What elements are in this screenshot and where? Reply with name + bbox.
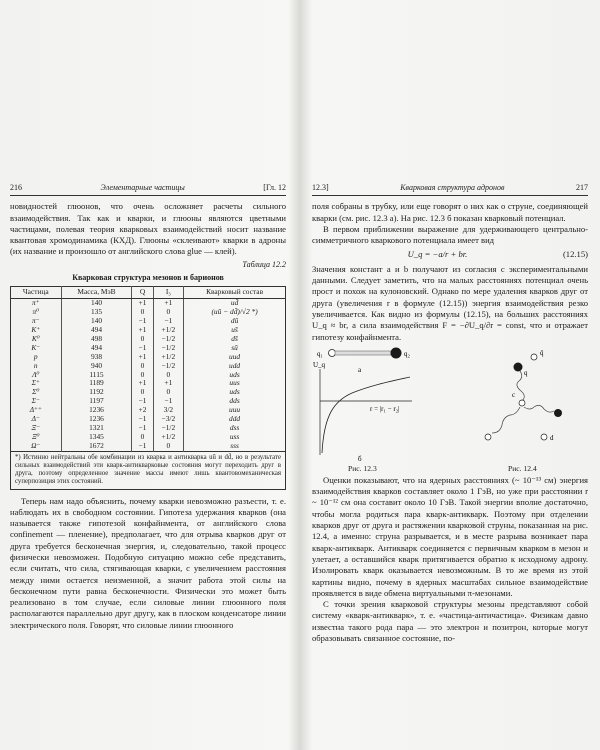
table-cell: 1236 [61,406,132,415]
table-cell: 0 [132,362,153,371]
table-cell: 494 [61,326,132,335]
gluon-string-lower [492,407,520,433]
table-cell: Σ⁻ [31,396,40,406]
table-cell: sss [184,442,286,451]
table-cell: +1/2 [153,326,184,335]
table-cell: K⁺ [31,325,41,334]
table-cell: 3/2 [153,406,184,415]
right-paragraph-4: Оценки показывают, что на ядерных расстояниях (~ 10⁻¹³ см) энергия взаимодействия кварков составляет около 1 ГэВ, но уже при расстоянии r ~ 10⁻¹² см она составит около 10 ГэВ. Такой энергии вполне достаточно, чтобы могла родиться пара кварк-антикварк. Поэтому при отделении кварков друг от друга и растяжении кварковой струны, показанная на рис. 12.4, а именно: струна разрывается, и в месте разрыва возникает пара кварк-антикварк. Антикварк соединяется с первичным кварком в мезон и улетает, а оставшийся кварк притягивается обратно к исходному адрону. Изолировать кварк оказывается невозможным. В то же время из этой картины видно, почему в ядерных масштабах сильное взаимодействие проявляется в виде обмена виртуальными π-мезонами. [312,474,588,598]
table-cell: +1 [132,379,153,388]
left-running-head [10,182,286,196]
right-section-ref: 12.3] [312,183,329,192]
figures-block [312,345,588,473]
label-q2: q₂ [404,349,410,358]
table-cell: 0 [132,388,153,397]
left-chapter-ref: [Гл. 12 [263,183,286,192]
table-cell: 1236 [61,415,132,424]
table-cell: K⁻ [31,342,41,352]
table-cell: −1/2 [153,424,184,433]
figures-svg [312,345,588,473]
table-cell: +1/2 [153,433,184,442]
table-cell: 1672 [61,442,132,451]
label-r-axis: r = |r₁ − r₂| [370,404,400,413]
table-cell: +1 [132,299,153,308]
table-cell: uuu [184,406,286,415]
table-cell: +1 [153,379,184,388]
formula-expression: U_q = −a/r + br. [407,249,468,260]
quark-c-mid [519,400,525,406]
table-row [11,317,286,326]
table-header-cell: Кварковый состав [184,287,286,299]
left-paragraph-top: новидностей глюонов, что очень осложняет расчеты сильного взаимодействия. Так как и кварки, и глюоны являются цветными частицами, полевая теория кварковых взаимодействий носит название квантовая хромодинамика (КХД). Глюоны «склеивают» кварки в адроны (их название и произошло от английского слова glue — клей). [10,201,286,257]
right-paragraph-5: С точки зрения кварковой структуры мезоны представляют собой систему «кварк-антикварк», т. е. «частица-античастица». Физикам давно известна такого рода пара — это электрон и позитрон, которые могут образовывать связанное состояние, по- [312,599,588,644]
table-row [11,362,286,371]
label-q1: q₁ [317,349,323,358]
table-cell: sū [184,344,286,353]
label-b: б [358,454,362,463]
table-number: Таблица 12.2 [242,259,286,269]
table-footnote: *) Истинно нейтральны обе комбинации из кварка и антикварка uū и dd̄, но в результате сильных взаимодействий эти кварк-антикварковые состояния могут переходить друг в друга, поэтому определенное значение массы имеют лишь квантовомеханическая суперпозиция этих состояний. [10,452,286,490]
particle-table [10,286,286,451]
table-cell: +1/2 [153,353,184,362]
fig-12-3-caption: Рис. 12.3 [348,463,377,473]
table-header-cell: Q [132,287,153,299]
table-cell: p [33,351,38,361]
table-cell: 140 [61,299,132,308]
right-running-title: Кварковая структура адронов [400,183,505,192]
quark-q2-circle [391,347,402,358]
table-cell: 140 [61,317,132,326]
table-cell: uss [184,433,286,442]
left-running-title: Элементарные частицы [100,183,185,192]
quark-d [541,434,547,440]
right-paragraph-2: В первом приближении выражение для удерживающего центрально-симметричного кваркового потенциала имеет вид [312,223,588,246]
table-row [11,406,286,415]
right-running-head [312,182,588,196]
table-cell: 1321 [61,424,132,433]
table-cell: π⁺ [31,298,40,308]
table-cell: π⁰ [32,307,40,317]
quark-string-diagram [317,347,411,374]
table-cell: 1189 [61,379,132,388]
table-cell: us̄ [184,326,286,335]
label-uq: U_q [313,360,326,369]
table-cell: uds [184,371,286,380]
potential-curve [322,377,410,453]
right-page [312,182,588,644]
table-cell: −1/2 [153,344,184,353]
table-cell: −3/2 [153,415,184,424]
table-cell: −1 [153,317,184,326]
table-row [11,442,286,451]
table-row [11,388,286,397]
table-cell: Σ⁰ [32,387,40,397]
table-row [11,371,286,380]
table-cell: −1 [132,415,153,424]
table-header-row [11,287,286,299]
table-cell: −1/2 [153,362,184,371]
label-q: q [524,368,528,377]
table-row [11,424,286,433]
table-cell: uud [184,353,286,362]
table-row [11,415,286,424]
table-cell: Ω⁻ [31,440,41,450]
table-cell: dss [184,424,286,433]
table-body [11,299,286,451]
table-title: Кварковая структура мезонов и барионов [72,273,224,283]
label-c: c [512,390,516,399]
table-cell: uus [184,379,286,388]
table-cell: 0 [153,371,184,380]
right-paragraph-3: Значения констант a и b получают из согласия с экспериментальными данными. Следует заметить, что на малых расстояниях потенциал очень прост и похож на кулоновский. Однако по мере удаления кварков друг от друга (увеличения r в формуле (12.15)) энергия взаимодействия резко увеличивается. Как видно из формулы (12.15), на больших расстояниях U_q ≈ br, а сила взаимодействия F = −∂U_q/∂r = const, что и отражает гипотезу конфайнмента. [312,263,588,342]
table-cell: uds [184,388,286,397]
table-row [11,308,286,317]
table-header-cell: Масса, МэВ [61,287,132,299]
label-d: d [550,433,554,442]
table-row [11,353,286,362]
table-header-cell: I₃ [153,287,184,299]
table-cell: +1 [132,353,153,362]
gluon-string-mid [524,405,554,412]
string-breaking-diagram [485,349,562,442]
right-page-number: 217 [576,183,588,192]
table-cell: 0 [132,433,153,442]
right-paragraph-1: поля собраны в трубку, или еще говорят о них как о струне, соединяющей кварки (см. рис. 12.3 а). На рис. 12.3 б показан кварковый потенциал. [312,201,588,223]
table-row [11,397,286,406]
table-cell: Δ⁺⁺ [29,405,42,415]
table-cell: 0 [153,388,184,397]
table-cell: 498 [61,335,132,344]
antiquark-top [531,354,537,360]
table-row [11,326,286,335]
left-paragraph-bottom: Теперь нам надо объяснить, почему кварки невозможно разъести, т. е. наблюдать их в свободном состоянии. Гипотеза удержания кварков (она называется также гипотезой конфайнмента, от английского слова confinement — пленение), предполагает, что для отрыва кварков друг от друга требуется бесконечная энергия, и, следовательно, такой процесс физически невозможен. Подобную ситуацию можно себе представить, если считать, что сила, стягивающая кварки, с увеличением расстояния между ними остается неизменной, а значит работа этой силы на бесконечном пути равна бесконечности. Физически это может быть реализовано в том случае, если силовые линии глюонного поля располагаются параллельно друг другу, как в плоском конденсаторе линии электрического поля. Говорят, что силовые линии глюонного [10,495,286,630]
table-cell: ddd [184,415,286,424]
table-cell: dū [184,317,286,326]
table-cell: 0 [153,442,184,451]
table-cell: Δ⁻ [31,414,40,424]
table-cell: 1345 [61,433,132,442]
quark-right [554,409,562,417]
formula-12-15 [312,249,588,260]
table-cell: 494 [61,344,132,353]
table-cell: π⁻ [31,316,40,326]
table-cell: −1 [132,397,153,406]
table-cell: 0 [153,308,184,317]
left-page-number: 216 [10,183,22,192]
table-cell: −1 [132,424,153,433]
table-cell: +1 [153,299,184,308]
potential-plot [313,361,412,463]
table-cell: −1/2 [153,335,184,344]
table-cell: 940 [61,362,132,371]
table-row [11,433,286,442]
table-cell: 135 [61,308,132,317]
table-cell: Σ⁺ [31,378,40,388]
table-cell: −1 [153,397,184,406]
label-qbar: q̄ [540,348,544,357]
table-header-cell: Частица [11,287,62,299]
left-page [10,182,286,631]
table-cell: −1 [132,317,153,326]
table-cell: ud̄ [184,299,286,308]
table-cell: 938 [61,353,132,362]
table-cell: (uū − dd̄)/√2 *) [184,308,286,317]
label-a: а [358,365,362,374]
quark-q1-circle [329,349,336,356]
formula-number: (12.15) [562,249,588,260]
table-cell: +1 [132,326,153,335]
table-cell: 0 [132,308,153,317]
table-cell: +2 [132,406,153,415]
table-cell: 0 [132,371,153,380]
table-cell: n [33,360,38,370]
table-cell: ds̄ [184,335,286,344]
table-cell: K⁰ [31,333,40,343]
table-cell: Λ⁰ [32,369,40,379]
gluon-tube [335,351,391,355]
table-cell: Ξ⁰ [31,431,40,441]
fig-12-4-caption: Рис. 12.4 [508,463,537,473]
table-cell: −1 [132,442,153,451]
table-cell: 1197 [61,397,132,406]
table-cell: dds [184,397,286,406]
quark-q-top [514,362,523,371]
table-row [11,335,286,344]
table-row [11,344,286,353]
table-cell: 1192 [61,388,132,397]
table-cell: udd [184,362,286,371]
table-row [11,379,286,388]
table-cell: 1115 [61,371,132,380]
table-cell: Ξ⁻ [31,422,41,432]
antiquark-lower [485,434,491,440]
table-cell: 0 [132,335,153,344]
table-cell: −1 [132,344,153,353]
